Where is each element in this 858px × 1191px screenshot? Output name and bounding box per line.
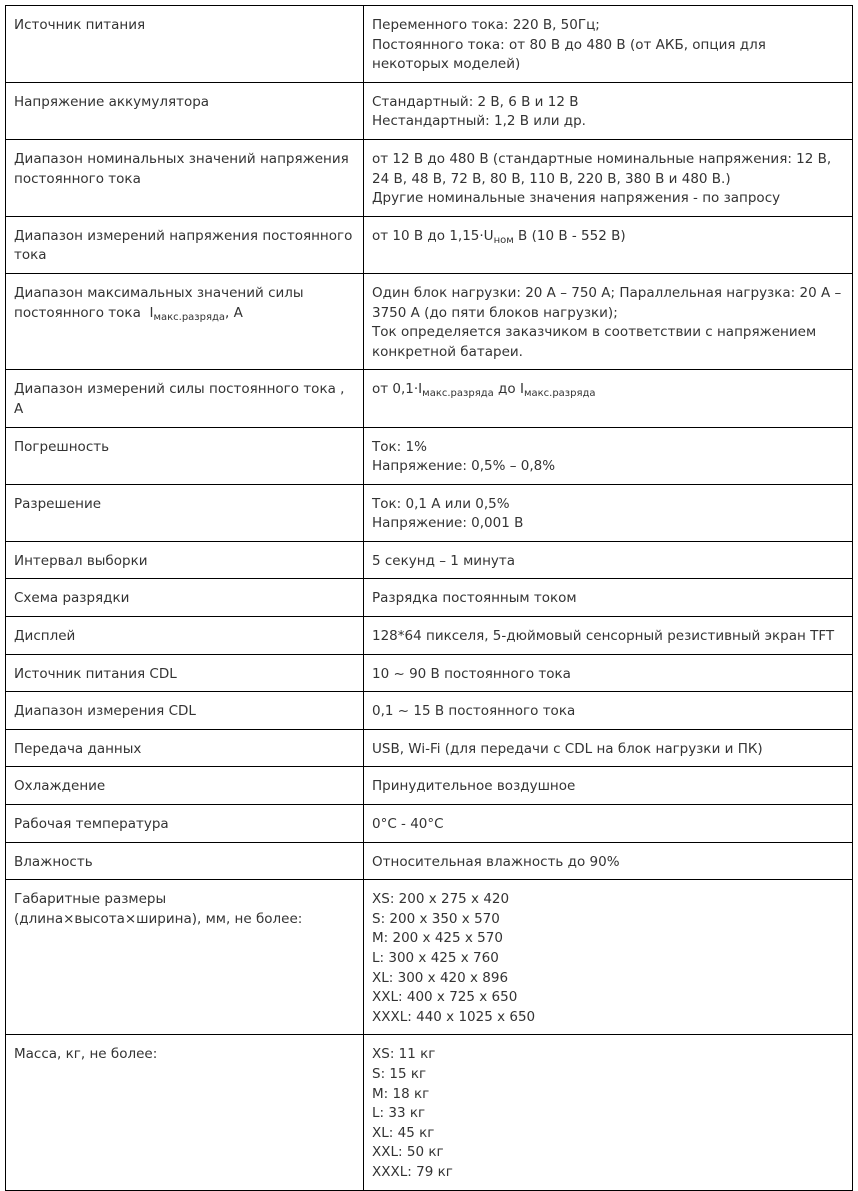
spec-value-line: Напряжение: 0,001 В	[372, 515, 524, 532]
spec-label: Напряжение аккумулятора	[14, 93, 210, 110]
subscript: макс.разряда	[153, 311, 226, 323]
value-text: В (10 В - 552 В)	[513, 227, 626, 244]
spec-value-line: XL: 300 x 420 x 896	[372, 969, 509, 986]
spec-label: Влажность	[14, 853, 93, 870]
spec-value-cell	[364, 692, 853, 730]
spec-label-cell	[6, 692, 364, 730]
spec-value-line: M: 200 x 425 x 570	[372, 930, 503, 947]
spec-label-cell	[6, 1035, 364, 1190]
spec-label-cell	[6, 82, 364, 139]
spec-label: Диапазон измерений напряжения постоянного тока	[14, 227, 353, 264]
spec-value-cell	[364, 484, 853, 541]
spec-value-line: Другие номинальные значения напряжения - по запросу	[372, 190, 781, 207]
spec-value-cell	[364, 427, 853, 484]
spec-value-line: Напряжение: 0,5% – 0,8%	[372, 458, 556, 475]
spec-value-line: L: 300 x 425 x 760	[372, 950, 499, 966]
spec-label-cell	[6, 216, 364, 273]
spec-label	[14, 284, 355, 323]
spec-value-cell	[364, 842, 853, 880]
spec-value-cell	[364, 767, 853, 805]
spec-value-line: Ток определяется заказчиком в соответствии с напряжением конкретной батареи.	[372, 324, 817, 360]
spec-value-line: Принудительное воздушное	[372, 778, 576, 795]
spec-label: Рабочая температура	[14, 816, 169, 833]
table-row	[6, 805, 853, 843]
spec-label: Погрешность	[14, 438, 110, 455]
spec-label-cell	[6, 139, 364, 216]
spec-label: Масса, кг, не более:	[14, 1046, 158, 1063]
spec-value-cell	[364, 880, 853, 1035]
spec-value-line: 10 ~ 90 В постоянного тока	[372, 665, 571, 682]
table-row	[6, 767, 853, 805]
spec-value-line: S: 200 x 350 x 570	[372, 910, 500, 927]
spec-value-line: S: 15 кг	[372, 1065, 427, 1082]
spec-value-cell	[364, 729, 853, 767]
spec-label-cell	[6, 654, 364, 692]
table-row	[6, 427, 853, 484]
spec-value-line: 0,1 ~ 15 В постоянного тока	[372, 703, 576, 720]
spec-value-cell	[364, 273, 853, 369]
spec-value-cell	[364, 82, 853, 139]
spec-value-cell	[364, 805, 853, 843]
spec-value-line: Ток: 1%	[372, 438, 427, 455]
subscript: макс.разряда	[422, 388, 494, 400]
table-row	[6, 139, 853, 216]
spec-label: Передача данных	[14, 740, 142, 757]
spec-label-cell	[6, 805, 364, 843]
spec-value-line: от 12 В до 480 В (стандартные номинальные напряжения: 12 В, 24 В, 48 В, 72 В, 80 В, 110 В, 220 В, 380 В и 480 В.)	[372, 150, 832, 187]
table-row	[6, 273, 853, 369]
spec-label: Схема разрядки	[14, 590, 130, 607]
spec-label: Габаритные размеры (длина×высота×ширина), мм, не более:	[14, 891, 303, 927]
spec-label: Интервал выборки	[14, 552, 148, 569]
table-row	[6, 842, 853, 880]
spec-value-line: Переменного тока: 220 В, 50Гц;	[372, 17, 600, 33]
value-text: от 0,1·I	[372, 381, 423, 398]
spec-label-cell	[6, 427, 364, 484]
spec-value-cell	[364, 1035, 853, 1190]
spec-value-cell	[364, 139, 853, 216]
spec-value-cell	[364, 579, 853, 617]
spec-value-line: USB, Wi-Fi (для передачи с CDL на блок нагрузки и ПК)	[372, 740, 763, 757]
table-row	[6, 541, 853, 579]
spec-value-line: XXXL: 440 x 1025 x 650	[372, 1008, 536, 1025]
spec-value-line: XXXL: 79 кг	[372, 1163, 453, 1180]
spec-value-line: XS: 200 x 275 x 420	[372, 891, 510, 908]
spec-value-line: Ток: 0,1 А или 0,5%	[372, 495, 510, 512]
table-row	[6, 1035, 853, 1190]
spec-label-cell	[6, 541, 364, 579]
spec-value-line: M: 18 кг	[372, 1085, 430, 1102]
spec-label: Диапазон измерений силы постоянного тока , А	[14, 381, 345, 417]
subscript: макс.разряда	[523, 388, 596, 400]
spec-value-line: XS: 11 кг	[372, 1046, 436, 1063]
spec-label-cell	[6, 617, 364, 655]
spec-label: Охлаждение	[14, 778, 106, 795]
spec-label-cell	[6, 842, 364, 880]
table-row	[6, 216, 853, 273]
spec-label: Дисплей	[14, 628, 76, 645]
table-row	[6, 880, 853, 1035]
table-row	[6, 692, 853, 730]
subscript: ном	[493, 234, 514, 246]
spec-table	[5, 5, 853, 1191]
spec-value-line: Постоянного тока: от 80 В до 480 В (от АКБ, опция для некоторых моделей)	[372, 36, 766, 73]
spec-label-cell	[6, 370, 364, 427]
spec-value-line: 5 секунд – 1 минута	[372, 552, 516, 569]
label-text: Диапазон максимальных значений силы постоянного тока I	[14, 284, 308, 321]
spec-value-line: L: 33 кг	[372, 1105, 426, 1122]
spec-value-line: Нестандартный: 1,2 В или др.	[372, 113, 586, 130]
value-text: от 10 В до 1,15·U	[372, 227, 494, 244]
spec-value-line: XXL: 50 кг	[372, 1144, 444, 1161]
spec-label-cell	[6, 880, 364, 1035]
table-row	[6, 654, 853, 692]
spec-value-line	[372, 227, 844, 247]
table-row	[6, 579, 853, 617]
spec-label: Разрешение	[14, 495, 102, 512]
spec-value-line: Стандартный: 2 В, 6 В и 12 В	[372, 93, 579, 110]
spec-value-cell	[364, 6, 853, 83]
spec-value-line	[372, 380, 844, 400]
spec-label: Диапазон номинальных значений напряжения постоянного тока	[14, 150, 349, 187]
table-row	[6, 617, 853, 655]
spec-label: Источник питания CDL	[14, 665, 177, 682]
spec-value-cell	[364, 541, 853, 579]
spec-value-line: Разрядка постоянным током	[372, 590, 577, 607]
spec-label: Источник питания	[14, 17, 146, 33]
spec-value-line: Относительная влажность до 90%	[372, 853, 620, 870]
spec-label-cell	[6, 484, 364, 541]
spec-label-cell	[6, 767, 364, 805]
table-row	[6, 370, 853, 427]
spec-value-line: 128*64 пикселя, 5-дюймовый сенсорный резистивный экран TFT	[372, 628, 835, 645]
spec-value-cell	[364, 370, 853, 427]
spec-value-cell	[364, 216, 853, 273]
spec-label: Диапазон измерения CDL	[14, 703, 196, 720]
spec-value-line: Один блок нагрузки: 20 А – 750 А; Параллельная нагрузка: 20 А – 3750 А (до пяти блоков нагрузки);	[372, 284, 842, 321]
table-row	[6, 484, 853, 541]
table-row	[6, 729, 853, 767]
spec-label-cell	[6, 273, 364, 369]
spec-value-cell	[364, 654, 853, 692]
spec-label-cell	[6, 729, 364, 767]
spec-label-cell	[6, 6, 364, 83]
table-row	[6, 6, 853, 83]
spec-value-line: XL: 45 кг	[372, 1124, 435, 1141]
spec-value-cell	[364, 617, 853, 655]
spec-label-cell	[6, 579, 364, 617]
table-row	[6, 82, 853, 139]
value-text: до I	[493, 381, 524, 398]
label-text: , А	[225, 304, 243, 321]
spec-value-line: 0°C - 40°C	[372, 816, 444, 833]
spec-value-line: XXL: 400 x 725 x 650	[372, 989, 518, 1006]
